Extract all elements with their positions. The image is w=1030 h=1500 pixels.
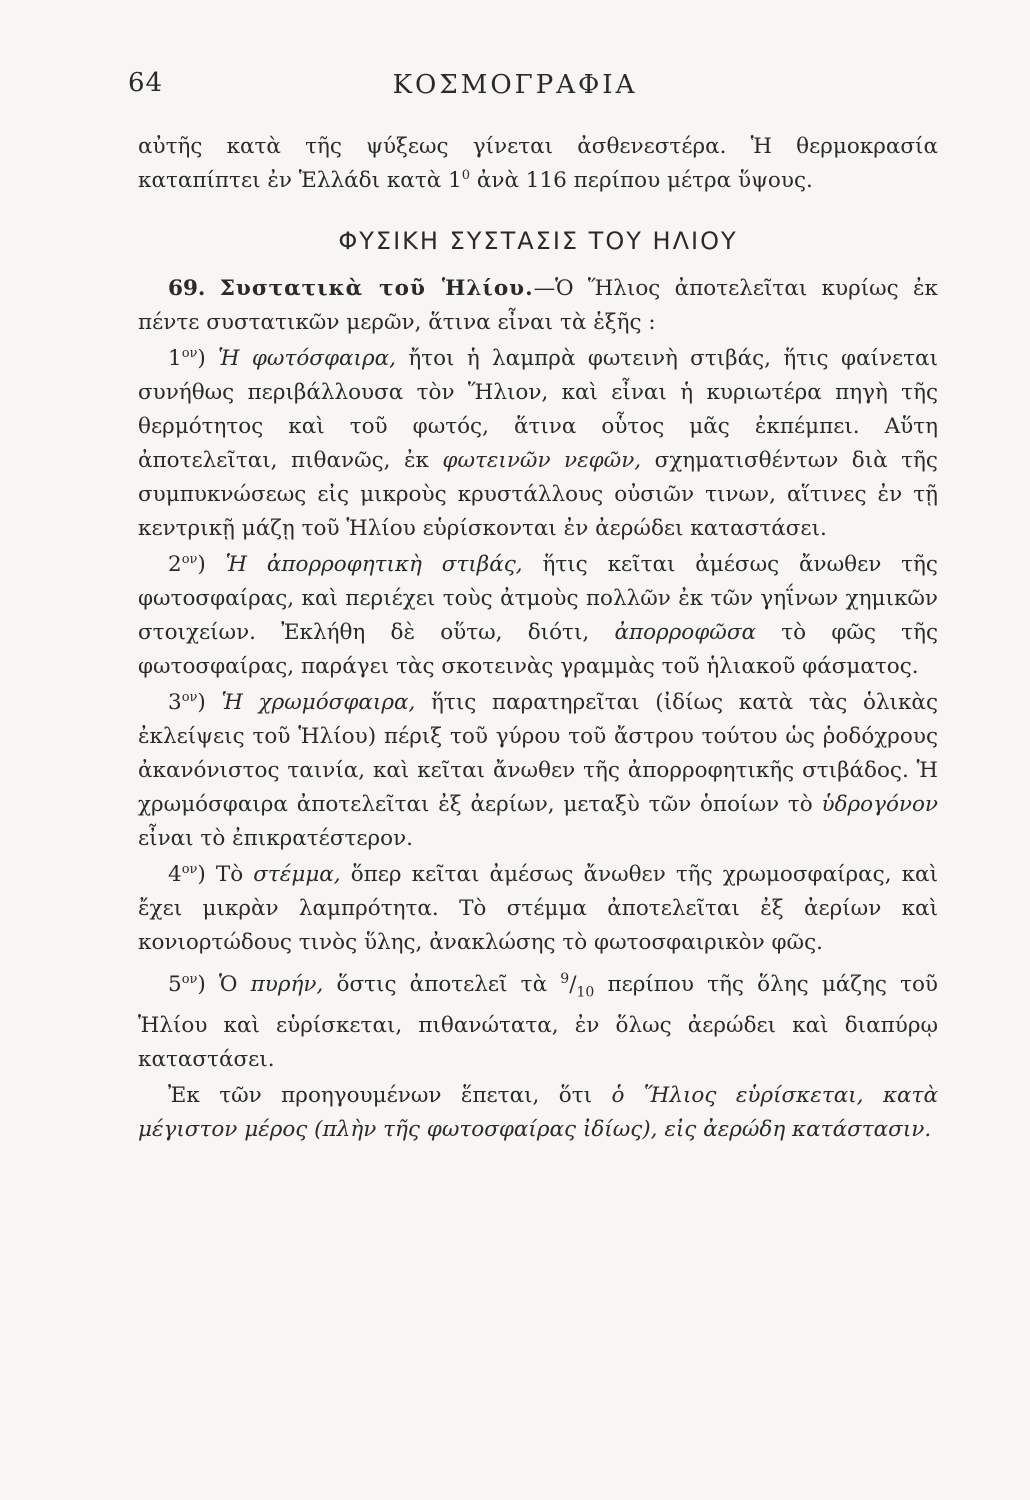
item-text: ) <box>197 346 219 371</box>
page-number: 64 <box>128 68 164 98</box>
item-ordinal-sup: ον <box>181 861 198 877</box>
item-term: Ἡ ἀπορροφητικὴ στιβάς, <box>225 552 523 577</box>
item-text: εἶναι τὸ ἐπικρατέστερον. <box>138 826 414 851</box>
list-item <box>138 858 938 960</box>
item-term: Ἡ φωτόσφαιρα, <box>218 346 396 371</box>
item-ordinal-sup: ον <box>181 551 198 567</box>
item-ordinal: 5 <box>168 972 182 998</box>
item-ordinal-sup: ον <box>181 689 198 705</box>
item-term: πυρήν, <box>250 972 324 998</box>
item-text: ὅστις ἀποτελεῖ τὰ <box>323 972 561 998</box>
item-text: ) Τὸ <box>197 862 254 887</box>
list-item <box>138 686 938 856</box>
item-text: ) Ὁ <box>197 972 251 998</box>
item-term: φωτεινῶν νεφῶν, <box>442 448 642 473</box>
fraction-denominator: 10 <box>576 984 595 1001</box>
section-heading: ΦΥΣΙΚΗ ΣΥΣΤΑΣΙΣ ΤΟΥ ΗΛΙΟΥ <box>338 227 738 255</box>
list-item <box>138 962 938 1077</box>
intro-paragraph <box>138 130 938 198</box>
list-item <box>138 548 938 684</box>
item-text: τὸ φῶς τῆς φωτοσφαίρας, παράγει τὰς σκοτεινὰς γραμμὰς τοῦ ἡλιακοῦ φάσματος. <box>138 620 938 679</box>
section-intro-text: —Ὁ Ἥλιος ἀποτελεῖται κυρίως ἐκ πέντε συστατικῶν μερῶν, ἅτινα εἶναι τὰ ἑξῆς : <box>138 276 938 335</box>
item-term: στέμμα, <box>253 862 341 887</box>
item-ordinal: 2 <box>168 552 182 577</box>
conclusion-italic: ὁ Ἥλιος εὑρίσκεται, κατὰ μέγιστον μέρος (πλὴν τῆς φωτοσφαίρας ἰδίως), εἰς ἀερώδη κατάστασιν. <box>138 1083 938 1143</box>
intro-text: αὐτῆς κατὰ τῆς ψύξεως γίνεται ἀσθενεστέρα. Ἡ θερμοκρασία καταπίπτει ἐν Ἑλλάδι κατὰ 1 <box>138 134 938 193</box>
item-term: Ἡ χρωμόσφαιρα, <box>221 690 416 715</box>
intro-text-after: ἀνὰ 116 περίπου μέτρα ὕψους. <box>470 168 813 193</box>
fraction: $^9/_{10}$ <box>560 971 595 1001</box>
item-text: ) <box>197 690 222 715</box>
degree-superscript: 0 <box>461 167 471 183</box>
body-text <box>138 130 938 1147</box>
conclusion-paragraph <box>138 1079 938 1147</box>
item-text: ἥτις παρατηρεῖται (ἰδίως κατὰ τὰς ὁλικὰς ἐκλείψεις τοῦ Ἡλίου) πέριξ τοῦ γύρου τοῦ ἄστρου τούτου ὡς ῥοδόχρους ἀκανόνιστος ταινία, καὶ κεῖται ἄνωθεν τῆς ἀπορροφητικῆς στιβάδος. Ἡ χρωμόσφαιρα ἀποτελεῖται ἐξ ἀερίων, μεταξὺ τῶν ὁποίων τὸ <box>138 690 938 817</box>
item-text: σχηματισθέντων διὰ τῆς συμπυκνώσεως εἰς μικροὺς κρυστάλλους οὐσιῶν τινων, αἵτινες ἐν τῇ κεντρικῇ μάζῃ τοῦ Ἡλίου εὑρίσκονται ἐν ἀερώδει καταστάσει. <box>138 448 938 541</box>
item-term: ὑδρογόνον <box>821 792 938 817</box>
item-text: ) <box>197 552 226 577</box>
section-title: Συστατικὰ τοῦ Ἡλίου. <box>219 276 534 301</box>
item-text: περίπου τῆς ὅλης μάζης τοῦ Ἡλίου καὶ εὑρίσκεται, πιθανώτατα, ἐν ὅλως ἀερώδει καὶ διαπύρῳ καταστάσει. <box>138 972 938 1073</box>
item-ordinal: 1 <box>168 346 182 371</box>
item-ordinal: 4 <box>168 862 182 887</box>
section-69-paragraph <box>138 272 938 340</box>
item-term: ἀπορροφῶσα <box>614 620 757 645</box>
item-ordinal: 3 <box>168 690 182 715</box>
list-item <box>138 342 938 546</box>
item-ordinal-sup: ον <box>181 345 198 361</box>
fraction-numerator: 9 <box>560 971 570 987</box>
section-number: 69. <box>168 276 206 301</box>
item-text: ὅπερ κεῖται ἀμέσως ἄνωθεν τῆς χρωμοσφαίρας, καὶ ἔχει μικρὰν λαμπρότητα. Τὸ στέμμα ἀποτελεῖται ἐξ ἀερίων καὶ κονιορτώδους τινὸς ὕλης, ἀνακλώσης τὸ φωτοσφαιρικὸν φῶς. <box>138 862 938 955</box>
item-ordinal-sup: ον <box>181 972 198 987</box>
item-text: ἤτοι ἡ λαμπρὰ φωτεινὴ στιβάς, ἥτις φαίνεται συνήθως περιβάλλουσα τὸν Ἥλιον, καὶ εἶναι ἡ κυριωτέρα πηγὴ τῆς θερμότητος καὶ τοῦ φωτός, ἅτινα οὗτος μᾶς ἐκπέμπει. Αὕτη ἀποτελεῖται, πιθανῶς, ἐκ <box>138 346 939 473</box>
running-title: ΚΟΣΜΟΓΡΑΦΙΑ <box>392 70 638 100</box>
item-text: ἥτις κεῖται ἀμέσως ἄνωθεν τῆς φωτοσφαίρας, καὶ περιέχει τοὺς ἀτμοὺς πολλῶν ἐκ τῶν γηΐνων χημικῶν στοιχείων. Ἐκλήθη δὲ οὕτω, διότι, <box>138 552 938 645</box>
conclusion-text: Ἐκ τῶν προηγουμένων ἕπεται, ὅτι <box>168 1083 612 1109</box>
